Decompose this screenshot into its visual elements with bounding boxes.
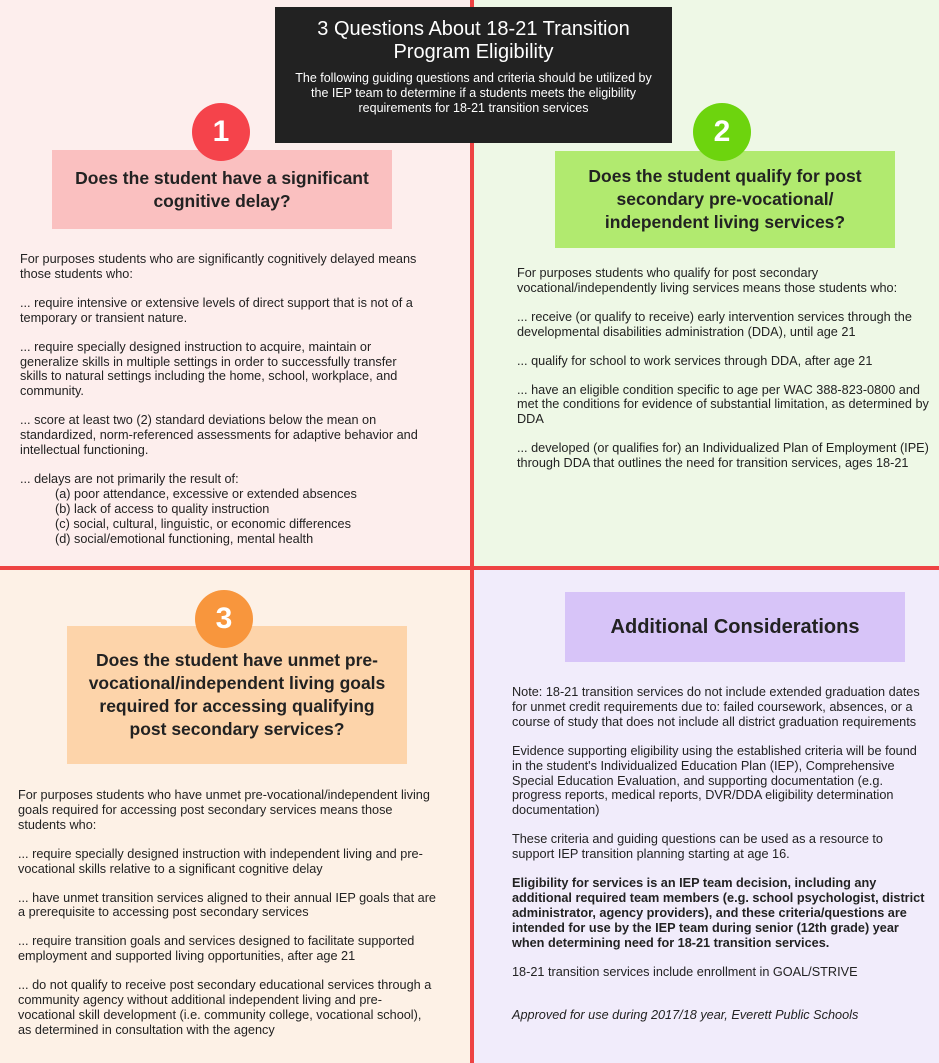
number-3-label: 3 [215, 602, 233, 635]
question-1-box [52, 150, 392, 229]
additional-p4: Eligibility for services is an IEP team decision, including any additional required team members (e.g. school psychologist, district administrator, agency providers), and these criteria/questions are intended for use by the IEP team during senior (12th grade) year when determining need for 18-21 transition services. [512, 876, 925, 950]
approval-footer: Approved for use during 2017/18 year, Everett Public Schools [512, 1007, 859, 1022]
q1-intro: For purposes students who are significantly cognitively delayed means those students who: [20, 252, 417, 281]
q1-item-4: ... delays are not primarily the result of: [20, 471, 239, 486]
q1-item-3: ... score at least two (2) standard deviations below the mean on standardized, norm-referenced assessments for adaptive behavior and intellectual functioning. [20, 413, 418, 458]
q3-item-3: ... require transition goals and services designed to facilitate supported employment and supported living opportunities, after age 21 [18, 934, 415, 964]
q2-item-1: ... receive (or qualify to receive) early intervention services through the developmental disabilities administration (DDA), until age 21 [517, 309, 912, 339]
q2-item-2: ... qualify for school to work services through DDA, after age 21 [517, 353, 873, 368]
question-3-box [67, 626, 407, 764]
page-subtitle: The following guiding questions and criteria should be utilized by the IEP team to determine if a students meets the eligibility requirements for 18-21 transition services [295, 71, 652, 115]
q1-sub-b: (b) lack of access to quality instruction [55, 501, 270, 516]
additional-title: Additional Considerations [610, 615, 860, 638]
vertical-divider [470, 0, 474, 1063]
additional-p3: These criteria and guiding questions can be used as a resource to support IEP transition planning starting at age 16. [512, 832, 883, 862]
question-1-text: Does the student have a significant cognitive delay? [75, 167, 369, 211]
q3-item-4: ... do not qualify to receive post secondary educational services through a community agency without additional independent living and pre-vocational skill development (i.e. community college, vocational school), as determined in consultation with the agency [18, 978, 432, 1037]
q2-item-3: ... have an eligible condition specific to age per WAC 388-823-0800 and met the conditions for evidence of substantial limitation, as determined by DDA [517, 382, 929, 427]
q3-intro: For purposes students who have unmet pre-vocational/independent living goals required for accessing post secondary services means those students who: [18, 788, 430, 832]
q1-sub-c: (c) social, cultural, linguistic, or economic differences [55, 516, 351, 531]
q1-sub-a: (a) poor attendance, excessive or extended absences [55, 486, 357, 501]
q1-sub-d: (d) social/emotional functioning, mental health [55, 531, 314, 546]
page-title-line2: Program Eligibility [393, 41, 554, 63]
number-1-label: 1 [212, 115, 230, 148]
q1-item-1: ... require intensive or extensive levels of direct support that is not of a temporary or transient nature. [20, 295, 413, 325]
q2-item-4: ... developed (or qualifies for) an Individualized Plan of Employment (IPE) through DDA that outlines the need for transition services, ages 18-21 [517, 441, 929, 471]
question-3-criteria [18, 788, 438, 1052]
number-2-badge [693, 103, 751, 161]
q1-item-2: ... require specially designed instruction to acquire, maintain or generalize skills in multiple settings in order to successfully transfer skills to natural settings including the home, school, workplace, and community. [20, 339, 398, 399]
q3-item-2: ... have unmet transition services aligned to their annual IEP goals that are a prerequisite to accessing post secondary services [18, 890, 436, 920]
additional-p2: Evidence supporting eligibility using the established criteria will be found in the student's Individualized Education Plan (IEP), Comprehensive Special Education Evaluation, and supporting documentation (e.g. progress reports, medical reports, DVR/DDA eligibility determination documentation) [512, 743, 917, 818]
q3-item-1: ... require specially designed instruction with independent living and pre-vocational skills relative to a significant cognitive delay [18, 846, 423, 876]
additional-p1: Note: 18-21 transition services do not include extended graduation dates for unmet credit requirements due to: failed coursework, absences, or a course of study that does not include all district graduation requirements [512, 685, 920, 729]
page-title-line1: 3 Questions About 18-21 Transition [317, 18, 630, 40]
q2-intro: For purposes students who qualify for post secondary vocational/independently living services means those students who: [517, 266, 898, 295]
question-3-text: Does the student have unmet pre-vocational/independent living goals required for accessing qualifying post secondary services? [88, 650, 386, 739]
question-2-text: Does the student qualify for post secondary pre-vocational/ independent living services? [588, 166, 862, 232]
question-2-box [555, 151, 895, 248]
additional-title-box [565, 592, 905, 662]
additional-p5: 18-21 transition services include enrollment in GOAL/STRIVE [512, 964, 858, 979]
header-box [275, 7, 672, 143]
question-2-criteria [517, 266, 931, 485]
horizontal-divider [0, 566, 939, 570]
question-1-criteria [20, 252, 420, 547]
number-2-label: 2 [713, 115, 731, 148]
number-3-badge [195, 590, 253, 648]
additional-considerations [512, 685, 926, 1036]
number-1-badge [192, 103, 250, 161]
